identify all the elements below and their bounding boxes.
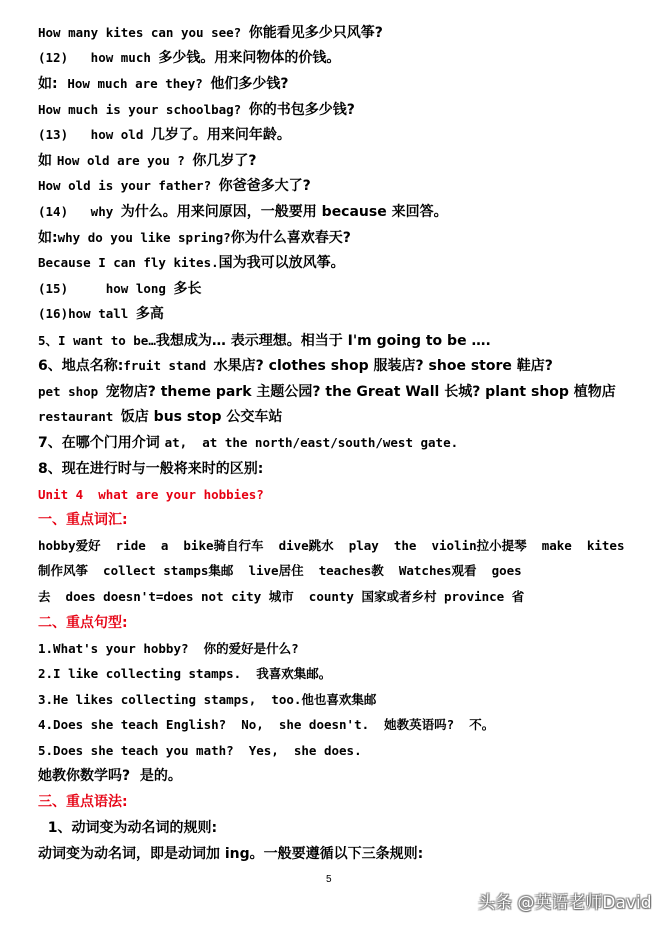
section-heading-sentences: 二、重点句型: (38, 615, 128, 631)
text-line: 8、现在进行时与一般将来时的区别: (38, 461, 264, 477)
page-number: 5 (326, 874, 332, 885)
vocab-line: 制作风筝 collect stamps集邮 live居住 teaches教 Watches观看 goes (38, 563, 522, 578)
sentence-line: 她教你数学吗? 是的。 (38, 768, 182, 784)
text-line: pet shop 宠物店? theme park 主题公园? the Great Wall 长城? plant shop 植物店 (38, 384, 616, 400)
sentence-line: 4.Does she teach English? No, she doesn't. 她教英语吗? 不。 (38, 717, 495, 732)
text-line: (13) how old 几岁了。用来问年龄。 (38, 127, 291, 143)
vocab-line: hobby爱好 ride a bike骑自行车 dive跳水 play the violin拉小提琴 make kites (38, 538, 625, 553)
text-line: How old is your father? 你爸爸多大了? (38, 178, 311, 194)
text-line: 如: How much are they? 他们多少钱? (38, 76, 289, 92)
sentence-line: 2.I like collecting stamps. 我喜欢集邮。 (38, 666, 332, 681)
section-heading-vocabulary: 一、重点词汇: (38, 512, 128, 528)
unit-title: Unit 4 what are your hobbies? (38, 487, 264, 502)
text-line: 6、地点名称:fruit stand 水果店? clothes shop 服装店? shoe store 鞋店? (38, 358, 553, 374)
text-line: How many kites can you see? 你能看见多少只风筝? (38, 25, 383, 41)
text-line: 如:why do you like spring?你为什么喜欢春天? (38, 230, 351, 246)
text-line: (14) why 为什么。用来问原因，一般要用 because 来回答。 (38, 204, 448, 220)
text-line: restaurant 饭店 bus stop 公交车站 (38, 409, 283, 425)
text-line: (12) how much 多少钱。用来问物体的价钱。 (38, 50, 341, 66)
text-line: 5、I want to be…我想成为… 表示理想。相当于 I'm going to be …. (38, 333, 491, 349)
watermark: 头条 @英语老师David (478, 893, 652, 913)
vocab-line: 去 does doesn't=does not city 城市 county 国家或者乡村 province 省 (38, 589, 525, 604)
text-line: 如 How old are you ? 你几岁了? (38, 153, 257, 169)
text-line: 7、在哪个门用介词 at, at the north/east/south/west gate. (38, 435, 459, 451)
sentence-line: 1.What's your hobby? 你的爱好是什么? (38, 641, 299, 656)
sentence-line: 3.He likes collecting stamps, too.他也喜欢集邮 (38, 692, 377, 707)
section-heading-grammar: 三、重点语法: (38, 794, 128, 810)
grammar-line: 动词变为动名词，即是动词加 ing。一般要遵循以下三条规则: (38, 846, 424, 862)
text-line: How much is your schoolbag? 你的书包多少钱? (38, 102, 355, 118)
grammar-line: 1、动词变为动名词的规则: (38, 820, 218, 836)
text-line: (16)how tall 多高 (38, 306, 164, 322)
sentence-line: 5.Does she teach you math? Yes, she does. (38, 743, 362, 758)
text-line: Because I can fly kites.国为我可以放风筝。 (38, 255, 345, 271)
text-line: (15) how long 多长 (38, 281, 202, 297)
